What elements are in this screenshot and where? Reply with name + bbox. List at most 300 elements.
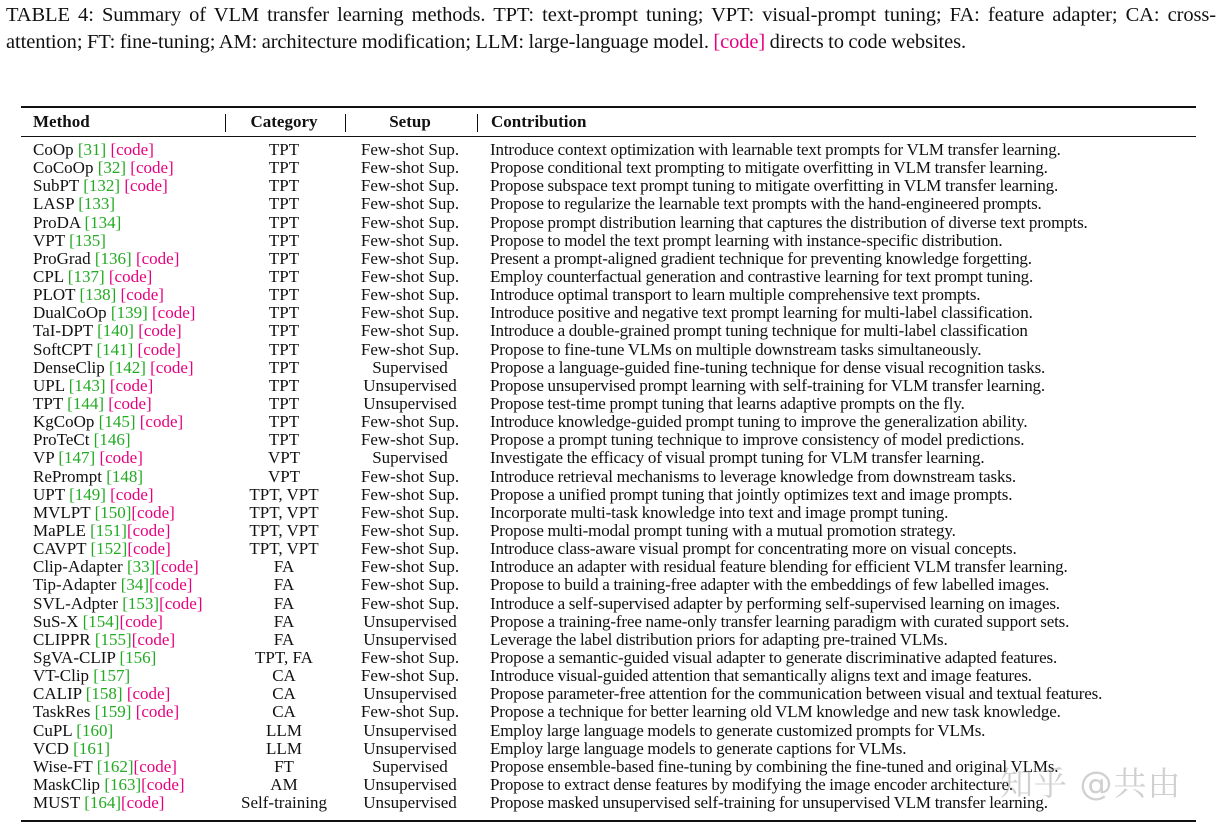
method-cell xyxy=(33,214,121,232)
column-divider xyxy=(477,114,478,132)
contribution-cell: Introduce a double-grained prompt tuning technique for multi-label classification xyxy=(490,321,1028,341)
method-name: VPT xyxy=(33,230,65,250)
table-row xyxy=(0,304,1219,322)
category-cell: VPT xyxy=(267,466,301,486)
code-link[interactable]: [code] xyxy=(120,285,164,305)
reference-link[interactable]: [133] xyxy=(78,194,116,214)
contribution-cell: Introduce context optimization with learnable text prompts for VLM transfer learning. xyxy=(490,140,1061,159)
method-cell xyxy=(33,758,177,776)
method-cell xyxy=(33,685,170,703)
table-row xyxy=(0,431,1219,449)
reference-link[interactable]: [142] xyxy=(109,357,146,377)
reference-link[interactable]: [152] xyxy=(90,539,128,559)
method-name: CAVPT xyxy=(33,539,87,559)
code-link[interactable]: [code] xyxy=(155,557,199,577)
method-name: ProGrad xyxy=(33,248,91,268)
table-row xyxy=(0,576,1219,594)
method-cell xyxy=(33,449,143,467)
method-cell xyxy=(33,540,171,558)
setup-cell: Few-shot Sup. xyxy=(360,666,460,686)
category-cell: TPT xyxy=(268,357,300,377)
table-row xyxy=(0,703,1219,721)
category-cell: FA xyxy=(273,557,295,577)
method-name: CALIP xyxy=(33,684,82,704)
code-link[interactable]: [code] xyxy=(124,176,168,196)
method-cell xyxy=(33,159,174,177)
category-cell: FA xyxy=(273,575,295,595)
table-row xyxy=(0,740,1219,758)
setup-cell: Unsupervised xyxy=(363,774,457,794)
setup-cell: Unsupervised xyxy=(363,720,457,740)
code-link[interactable]: [code] xyxy=(108,393,152,413)
category-cell: TPT xyxy=(268,176,300,196)
table-row xyxy=(0,613,1219,631)
method-cell xyxy=(33,740,110,758)
contribution-cell: Introduce optimal transport to learn multiple comprehensive text prompts. xyxy=(490,285,981,305)
reference-link[interactable]: [144] xyxy=(67,393,104,413)
table-row xyxy=(0,141,1219,159)
category-cell: TPT xyxy=(268,393,300,413)
table-bottom-rule xyxy=(21,820,1196,822)
reference-link[interactable]: [135] xyxy=(69,230,106,250)
category-cell: TPT xyxy=(268,285,300,305)
method-name: MVLPT xyxy=(33,502,91,522)
contribution-cell: Propose subspace text prompt tuning to mitigate overfitting in VLM transfer learning. xyxy=(490,176,1059,196)
category-cell: FT xyxy=(274,756,294,776)
code-link[interactable]: [code] xyxy=(133,756,177,776)
category-cell: TPT xyxy=(268,248,300,268)
setup-cell: Supervised xyxy=(372,756,448,776)
table-row xyxy=(0,504,1219,522)
reference-link[interactable]: [32] xyxy=(97,158,127,178)
table-row xyxy=(0,631,1219,649)
contribution-cell: Propose to model the text prompt learning with instance-specific distribution. xyxy=(490,230,1003,250)
category-cell: TPT xyxy=(268,158,300,178)
code-link[interactable]: [code] xyxy=(135,702,180,722)
method-name: CuPL xyxy=(33,720,73,740)
method-name: ProTeCt xyxy=(33,430,90,450)
category-cell: Self-training xyxy=(241,793,327,813)
category-cell: FA xyxy=(273,611,295,631)
method-cell xyxy=(33,304,195,322)
table-row xyxy=(0,595,1219,613)
reference-link[interactable]: [154] xyxy=(82,611,120,631)
contribution-cell: Propose unsupervised prompt learning with self-training for VLM transfer learning. xyxy=(490,375,1045,395)
method-cell xyxy=(33,776,185,794)
method-cell xyxy=(33,195,115,213)
method-name: SgVA-CLIP xyxy=(33,647,116,667)
category-cell: TPT, VPT xyxy=(249,520,319,540)
setup-cell: Unsupervised xyxy=(363,393,457,413)
code-link[interactable]: [code] xyxy=(99,448,143,468)
method-name: KgCoOp xyxy=(33,412,95,432)
table-row xyxy=(0,667,1219,685)
method-cell xyxy=(33,794,164,812)
setup-cell: Supervised xyxy=(372,357,448,377)
category-cell: TPT xyxy=(268,140,300,159)
contribution-cell: Introduce class-aware visual prompt for concentrating more on visual concepts. xyxy=(490,539,1017,559)
setup-cell: Few-shot Sup. xyxy=(360,557,460,577)
contribution-cell: Propose prompt distribution learning that captures the distribution of diverse text prompts. xyxy=(490,212,1088,232)
method-name: UPT xyxy=(33,484,65,504)
category-cell: TPT xyxy=(268,375,300,395)
code-link[interactable]: [code] xyxy=(137,339,181,359)
method-cell xyxy=(33,558,199,576)
setup-cell: Unsupervised xyxy=(363,793,457,813)
code-link[interactable]: [code] xyxy=(131,502,175,522)
contribution-cell: Employ large language models to generate captions for VLMs. xyxy=(490,738,907,758)
setup-cell: Supervised xyxy=(372,448,448,468)
table-row xyxy=(0,486,1219,504)
method-name: DualCoOp xyxy=(33,303,107,323)
method-name: SuS-X xyxy=(33,611,79,631)
method-cell xyxy=(33,250,179,268)
setup-cell: Few-shot Sup. xyxy=(360,466,460,486)
category-cell: TPT, FA xyxy=(255,647,313,667)
header-method: Method xyxy=(33,112,90,131)
category-cell: LLM xyxy=(266,738,302,758)
method-name: Tip-Adapter xyxy=(33,575,117,595)
contribution-cell: Present a prompt-aligned gradient technique for preventing knowledge forgetting. xyxy=(490,248,1032,268)
reference-link[interactable]: [137] xyxy=(67,266,105,286)
category-cell: TPT, VPT xyxy=(249,484,319,504)
reference-link[interactable]: [163] xyxy=(104,774,142,794)
method-name: Clip-Adapter xyxy=(33,557,123,577)
code-link[interactable]: [code] xyxy=(110,140,154,159)
reference-link[interactable]: [148] xyxy=(106,466,144,486)
reference-link[interactable]: [159] xyxy=(94,702,132,722)
method-cell xyxy=(33,377,153,395)
setup-cell: Few-shot Sup. xyxy=(360,230,460,250)
method-name: VP xyxy=(33,448,55,468)
category-cell: TPT xyxy=(268,230,300,250)
contribution-cell: Introduce knowledge-guided prompt tuning to improve the generalization ability. xyxy=(490,412,1028,432)
code-link[interactable]: [code] xyxy=(150,357,194,377)
contribution-cell: Propose to extract dense features by modifying the image encoder architecture. xyxy=(490,774,1013,794)
setup-cell: Few-shot Sup. xyxy=(360,212,460,232)
code-link[interactable]: [code] xyxy=(139,412,184,432)
contribution-cell: Propose a unified prompt tuning that jointly optimizes text and image prompts. xyxy=(490,484,1013,504)
contribution-cell: Propose to regularize the learnable text prompts with the hand-engineered prompts. xyxy=(490,194,1042,214)
caption-text: TABLE 4: Summary of VLM transfer learning methods. TPT: text-prompt tuning; VPT: visual-prompt tuning; FA: feature adapter; CA: cross-attention; FT: fine-tuning; AM: architecture modification; LLM: large-language model. xyxy=(6,4,1216,53)
caption-tail: directs to code websites. xyxy=(769,31,967,53)
method-name: VCD xyxy=(33,738,69,758)
setup-cell: Few-shot Sup. xyxy=(360,702,460,722)
contribution-cell: Propose a semantic-guided visual adapter to generate discriminative adapted features. xyxy=(490,647,1058,667)
category-cell: LLM xyxy=(266,720,302,740)
method-name: RePrompt xyxy=(33,466,102,486)
setup-cell: Few-shot Sup. xyxy=(360,593,460,613)
setup-cell: Few-shot Sup. xyxy=(360,502,460,522)
code-link[interactable]: [code] xyxy=(152,303,196,323)
contribution-cell: Propose to fine-tune VLMs on multiple downstream tasks simultaneously. xyxy=(490,339,982,359)
setup-cell: Unsupervised xyxy=(363,684,457,704)
method-name: CoOp xyxy=(33,140,74,159)
table-row xyxy=(0,322,1219,340)
method-name: TaI-DPT xyxy=(33,321,93,341)
code-link[interactable]: [code] xyxy=(109,375,154,395)
method-name: LASP xyxy=(33,194,74,214)
setup-cell: Few-shot Sup. xyxy=(360,176,460,196)
contribution-cell: Introduce visual-guided attention that semantically aligns text and image features. xyxy=(490,666,1032,686)
category-cell: CA xyxy=(272,684,296,704)
method-name: UPL xyxy=(33,375,65,395)
reference-link[interactable]: [31] xyxy=(77,140,107,159)
table-row xyxy=(0,177,1219,195)
contribution-cell: Propose a prompt tuning technique to improve consistency of model predictions. xyxy=(490,430,1025,450)
method-cell xyxy=(33,468,143,486)
reference-link[interactable]: [143] xyxy=(68,375,106,395)
code-link[interactable]: [code] xyxy=(159,593,203,613)
code-link[interactable]: [code] xyxy=(119,611,163,631)
contribution-cell: Employ counterfactual generation and contrastive learning for text prompt tuning. xyxy=(490,266,1034,286)
reference-link[interactable]: [140] xyxy=(97,321,134,341)
reference-link[interactable]: [136] xyxy=(94,248,132,268)
reference-link[interactable]: [153] xyxy=(122,593,160,613)
table-row xyxy=(0,286,1219,304)
method-name: PLOT xyxy=(33,285,76,305)
reference-link[interactable]: [147] xyxy=(58,448,96,468)
table-row xyxy=(0,722,1219,740)
reference-link[interactable]: [132] xyxy=(83,176,121,196)
table-caption xyxy=(6,2,1216,56)
method-name: CPL xyxy=(33,266,64,286)
category-cell: TPT, VPT xyxy=(249,539,319,559)
table-row xyxy=(0,540,1219,558)
method-cell xyxy=(33,703,179,721)
method-name: SoftCPT xyxy=(33,339,93,359)
contribution-cell: Introduce a self-supervised adapter by performing self-supervised learning on images. xyxy=(490,593,1060,613)
setup-cell: Unsupervised xyxy=(363,629,457,649)
code-link[interactable]: [code] xyxy=(126,684,171,704)
table-row xyxy=(0,468,1219,486)
reference-link[interactable]: [161] xyxy=(73,738,110,758)
table-row xyxy=(0,794,1219,812)
column-divider xyxy=(225,114,226,132)
method-cell xyxy=(33,649,156,667)
reference-link[interactable]: [156] xyxy=(119,647,157,667)
setup-cell: Few-shot Sup. xyxy=(360,158,460,178)
category-cell: TPT xyxy=(268,321,300,341)
method-name: ProDA xyxy=(33,212,81,232)
reference-link[interactable]: [134] xyxy=(84,212,122,232)
table-body xyxy=(0,141,1219,812)
method-name: TPT xyxy=(33,393,63,413)
table-row xyxy=(0,558,1219,576)
table-row xyxy=(0,395,1219,413)
category-cell: TPT xyxy=(268,266,300,286)
table-header xyxy=(0,111,1219,133)
contribution-cell: Employ large language models to generate customized prompts for VLMs. xyxy=(490,720,986,740)
method-name: SubPT xyxy=(33,176,79,196)
header-contribution: Contribution xyxy=(491,112,587,131)
setup-cell: Few-shot Sup. xyxy=(360,520,460,540)
category-cell: CA xyxy=(272,666,296,686)
contribution-cell: Propose a technique for better learning old VLM knowledge and new task knowledge. xyxy=(490,702,1061,722)
category-cell: FA xyxy=(273,593,295,613)
table-row xyxy=(0,250,1219,268)
category-cell: FA xyxy=(273,629,295,649)
contribution-cell: Leverage the label distribution priors for adapting pre-trained VLMs. xyxy=(490,629,948,649)
reference-link[interactable]: [139] xyxy=(110,303,148,323)
setup-cell: Few-shot Sup. xyxy=(360,339,460,359)
reference-link[interactable]: [162] xyxy=(96,756,134,776)
method-cell xyxy=(33,359,194,377)
setup-cell: Few-shot Sup. xyxy=(360,140,460,159)
category-cell: TPT xyxy=(268,303,300,323)
table-row xyxy=(0,359,1219,377)
table-row xyxy=(0,232,1219,250)
contribution-cell: Propose a training-free name-only transfer learning paradigm with curated support sets. xyxy=(490,611,1070,631)
contribution-cell: Introduce positive and negative text prompt learning for multi-label classification. xyxy=(490,303,1033,323)
setup-cell: Unsupervised xyxy=(363,611,457,631)
contribution-cell: Introduce an adapter with residual feature blending for efficient VLM transfer learning. xyxy=(490,557,1068,577)
contribution-cell: Propose a language-guided fine-tuning technique for dense visual recognition tasks. xyxy=(490,357,1046,377)
category-cell: TPT xyxy=(268,212,300,232)
setup-cell: Few-shot Sup. xyxy=(360,539,460,559)
contribution-cell: Propose ensemble-based fine-tuning by combining the fine-tuned and original VLMs. xyxy=(490,756,1059,776)
table-row xyxy=(0,758,1219,776)
reference-link[interactable]: [141] xyxy=(96,339,134,359)
table-row xyxy=(0,522,1219,540)
table-row xyxy=(0,268,1219,286)
code-link[interactable]: [code] xyxy=(131,629,176,649)
category-cell: TPT, VPT xyxy=(249,502,319,522)
table-top-rule xyxy=(21,106,1196,108)
table-row xyxy=(0,377,1219,395)
method-cell xyxy=(33,631,175,649)
code-link[interactable]: [code] xyxy=(121,793,165,813)
code-link[interactable]: [code] xyxy=(149,575,193,595)
setup-cell: Few-shot Sup. xyxy=(360,248,460,268)
method-cell xyxy=(33,431,131,449)
setup-cell: Few-shot Sup. xyxy=(360,321,460,341)
setup-cell: Few-shot Sup. xyxy=(360,303,460,323)
method-cell xyxy=(33,395,152,413)
reference-link[interactable]: [33] xyxy=(126,557,156,577)
method-cell xyxy=(33,667,130,685)
setup-cell: Few-shot Sup. xyxy=(360,430,460,450)
code-link[interactable]: [code] xyxy=(126,520,171,540)
reference-link[interactable]: [34] xyxy=(120,575,150,595)
reference-link[interactable]: [138] xyxy=(79,285,117,305)
reference-link[interactable]: [164] xyxy=(84,793,122,813)
method-cell xyxy=(33,613,163,631)
method-name: MUST xyxy=(33,793,80,813)
contribution-cell: Propose multi-modal prompt tuning with a mutual promotion strategy. xyxy=(490,520,956,540)
code-link[interactable]: [code] xyxy=(130,158,174,178)
category-cell: TPT xyxy=(268,412,300,432)
reference-link[interactable]: [158] xyxy=(85,684,123,704)
category-cell: TPT xyxy=(268,194,300,214)
table-row xyxy=(0,776,1219,794)
table-header-rule xyxy=(21,136,1196,137)
setup-cell: Few-shot Sup. xyxy=(360,412,460,432)
code-link[interactable]: [code] xyxy=(108,266,153,286)
table-row xyxy=(0,195,1219,213)
setup-cell: Unsupervised xyxy=(363,738,457,758)
contribution-cell: Propose conditional text prompting to mitigate overfitting in VLM transfer learning. xyxy=(490,158,1048,178)
setup-cell: Unsupervised xyxy=(363,375,457,395)
method-cell xyxy=(33,486,154,504)
method-cell xyxy=(33,268,152,286)
method-cell xyxy=(33,522,170,540)
reference-link[interactable]: [160] xyxy=(76,720,114,740)
contribution-cell: Propose parameter-free attention for the communication between visual and textual features. xyxy=(490,684,1103,704)
code-link[interactable]: [code] xyxy=(141,774,185,794)
contribution-cell: Propose masked unsupervised self-training for unsupervised VLM transfer learning. xyxy=(490,793,1048,813)
code-link[interactable]: [code] xyxy=(110,484,154,504)
method-name: CoCoOp xyxy=(33,158,94,178)
method-cell xyxy=(33,576,192,594)
setup-cell: Few-shot Sup. xyxy=(360,484,460,504)
category-cell: CA xyxy=(272,702,296,722)
method-cell xyxy=(33,141,154,159)
reference-link[interactable]: [157] xyxy=(93,666,131,686)
header-setup: Setup xyxy=(389,112,431,131)
method-cell xyxy=(33,504,175,522)
table-row xyxy=(0,214,1219,232)
method-cell xyxy=(33,322,182,340)
category-cell: VPT xyxy=(267,448,301,468)
setup-cell: Few-shot Sup. xyxy=(360,575,460,595)
method-cell xyxy=(33,286,164,304)
header-category: Category xyxy=(250,112,318,131)
code-link[interactable]: [code] xyxy=(138,321,182,341)
method-name: TaskRes xyxy=(33,702,91,722)
reference-link[interactable]: [145] xyxy=(98,412,136,432)
category-cell: TPT xyxy=(268,430,300,450)
method-cell xyxy=(33,413,183,431)
method-name: Wise-FT xyxy=(33,756,93,776)
column-divider xyxy=(345,114,346,132)
contribution-cell: Propose to build a training-free adapter with the embeddings of few labelled images. xyxy=(490,575,1050,595)
code-link[interactable]: [code] xyxy=(135,248,180,268)
watermark: 知乎 @共由 xyxy=(1000,764,1182,803)
method-cell xyxy=(33,232,106,250)
method-cell xyxy=(33,341,181,359)
reference-link[interactable]: [151] xyxy=(90,520,127,540)
category-cell: AM xyxy=(270,774,298,794)
table-row xyxy=(0,159,1219,177)
method-cell xyxy=(33,595,202,613)
method-cell xyxy=(33,177,168,195)
contribution-cell: Incorporate multi-task knowledge into text and image prompt tuning. xyxy=(490,502,949,522)
contribution-cell: Propose test-time prompt tuning that learns adaptive prompts on the fly. xyxy=(490,393,965,413)
reference-link[interactable]: [155] xyxy=(94,629,132,649)
contribution-cell: Investigate the efficacy of visual prompt tuning for VLM transfer learning. xyxy=(490,448,985,468)
reference-link[interactable]: [146] xyxy=(93,430,131,450)
table-row xyxy=(0,341,1219,359)
table-row xyxy=(0,413,1219,431)
contribution-cell: Introduce retrieval mechanisms to leverage knowledge from downstream tasks. xyxy=(490,466,1016,486)
setup-cell: Few-shot Sup. xyxy=(360,285,460,305)
code-link[interactable]: [code] xyxy=(127,539,171,559)
setup-cell: Few-shot Sup. xyxy=(360,266,460,286)
code-link-legend: [code] xyxy=(713,31,766,53)
method-name: VT-Clip xyxy=(33,666,90,686)
reference-link[interactable]: [149] xyxy=(69,484,106,504)
reference-link[interactable]: [150] xyxy=(94,502,132,522)
method-name: CLIPPR xyxy=(33,629,91,649)
category-cell: TPT xyxy=(268,339,300,359)
table-row xyxy=(0,685,1219,703)
setup-cell: Few-shot Sup. xyxy=(360,647,460,667)
method-cell xyxy=(33,722,113,740)
method-name: MaskClip xyxy=(33,774,101,794)
table-row xyxy=(0,649,1219,667)
setup-cell: Few-shot Sup. xyxy=(360,194,460,214)
